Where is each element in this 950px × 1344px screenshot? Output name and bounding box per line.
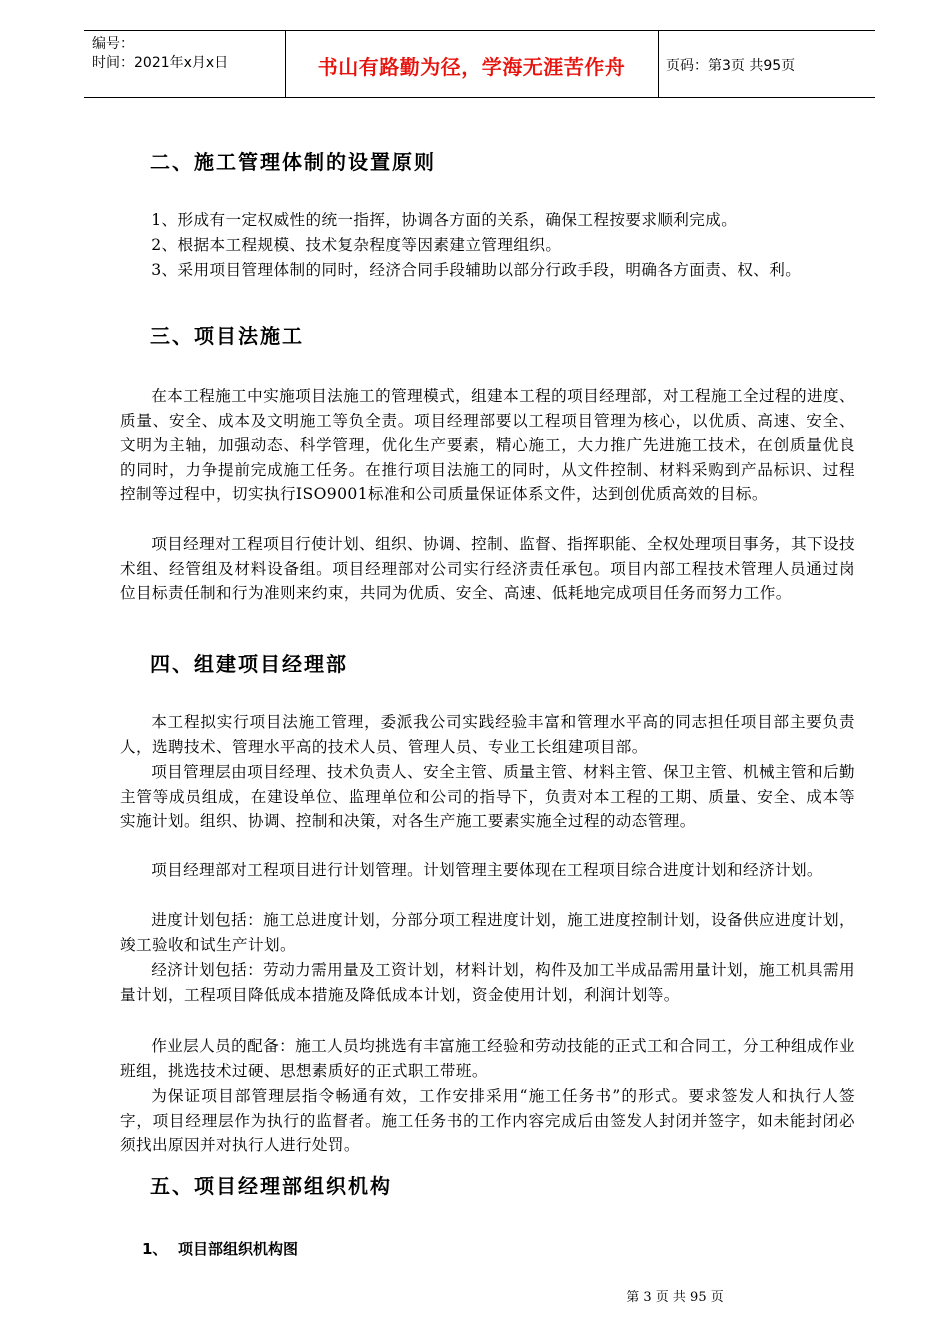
header-motto: 书山有路勤为径，学海无涯苦作舟 — [317, 55, 626, 79]
doc-time-label: 时间：2021年x月x日 — [92, 55, 229, 71]
header-page-info: 页码：第3页 共95页 — [666, 58, 796, 74]
section-4-paragraph: 本工程拟实行项目法施工管理，委派我公司实践经验丰富和管理水平高的同志担任项目部主要负责人，选聘技术、管理水平高的技术人员、管理人员、专业工长组建项目部。 — [120, 713, 855, 756]
section-4-paragraph: 为保证项目部管理层指令畅通有效，工作安排采用“施工任务书”的形式。要求签发人和执行人签字，项目经理层作为执行的监督者。施工任务书的工作内容完成后由签发人封闭并签字，如未能封闭必须找出原因并对执行人进行处罚。 — [120, 1087, 855, 1154]
header-meta — [92, 35, 228, 73]
page-header — [84, 30, 875, 98]
subsection-title: 项目部组织机构图 — [178, 1240, 299, 1258]
section-4-paragraph: 作业层人员的配备：施工人员均挑选有丰富施工经验和劳动技能的正式工和合同工，分工种组成作业班组，挑选技术过硬、思想素质好的正式职工带班。 — [120, 1037, 855, 1080]
subsection-heading — [142, 1238, 298, 1259]
section-title-4: 四、组建项目经理部 — [150, 652, 348, 676]
section-4-paragraph: 进度计划包括：施工总进度计划，分部分项工程进度计划，施工进度控制计划，设备供应进度计划，竣工验收和试生产计划。 — [120, 911, 855, 954]
page-footer: 第 3 页 共 95 页 — [626, 1290, 724, 1305]
doc-number-label: 编号： — [92, 36, 134, 52]
section-2-item: 2、根据本工程规模、技术复杂程度等因素建立管理组织。 — [151, 236, 562, 254]
subsection-number: 1、 — [142, 1240, 168, 1258]
section-title-3: 三、项目法施工 — [150, 324, 304, 348]
section-title-5: 五、项目经理部组织机构 — [150, 1174, 392, 1198]
section-2-item: 1、形成有一定权威性的统一指挥，协调各方面的关系，确保工程按要求顺利完成。 — [151, 211, 738, 229]
section-4-paragraph: 项目管理层由项目经理、技术负责人、安全主管、质量主管、材料主管、保卫主管、机械主管和后勤主管等成员组成，在建设单位、监理单位和公司的指导下，负责对本工程的工期、质量、安全、成本等实施计划。组织、协调、控制和决策，对各生产施工要素实施全过程的动态管理。 — [120, 763, 855, 830]
section-3-paragraph: 在本工程施工中实施项目法施工的管理模式，组建本工程的项目经理部，对工程施工全过程的进度、质量、安全、成本及文明施工等负全责。项目经理部要以工程项目管理为核心，以优质、高速、安全、文明为主轴，加强动态、科学管理，优化生产要素，精心施工，大力推广先进施工技术，在创质量优良的同时，力争提前完成施工任务。在推行项目法施工的同时，从文件控制、材料采购到产品标识、过程控制等过程中，切实执行ISO9001标准和公司质量保证体系文件，达到创优质高效的目标。 — [120, 387, 855, 503]
section-3-paragraph: 项目经理对工程项目行使计划、组织、协调、控制、监督、指挥职能、全权处理项目事务，其下设技术组、经管组及材料设备组。项目经理部对公司实行经济责任承包。项目内部工程技术管理人员通过岗位目标责任制和行为准则来约束，共同为优质、安全、高速、低耗地完成项目任务而努力工作。 — [120, 535, 855, 602]
section-4-paragraph: 经济计划包括：劳动力需用量及工资计划，材料计划，构件及加工半成品需用量计划，施工机具需用量计划，工程项目降低成本措施及降低成本计划，资金使用计划，利润计划等。 — [120, 961, 855, 1004]
section-4-paragraph: 项目经理部对工程项目进行计划管理。计划管理主要体现在工程项目综合进度计划和经济计划。 — [151, 861, 823, 879]
section-title-2: 二、施工管理体制的设置原则 — [150, 150, 436, 174]
section-2-item: 3、采用项目管理体制的同时，经济合同手段辅助以部分行政手段，明确各方面责、权、利。 — [151, 261, 802, 279]
header-divider — [658, 31, 659, 97]
